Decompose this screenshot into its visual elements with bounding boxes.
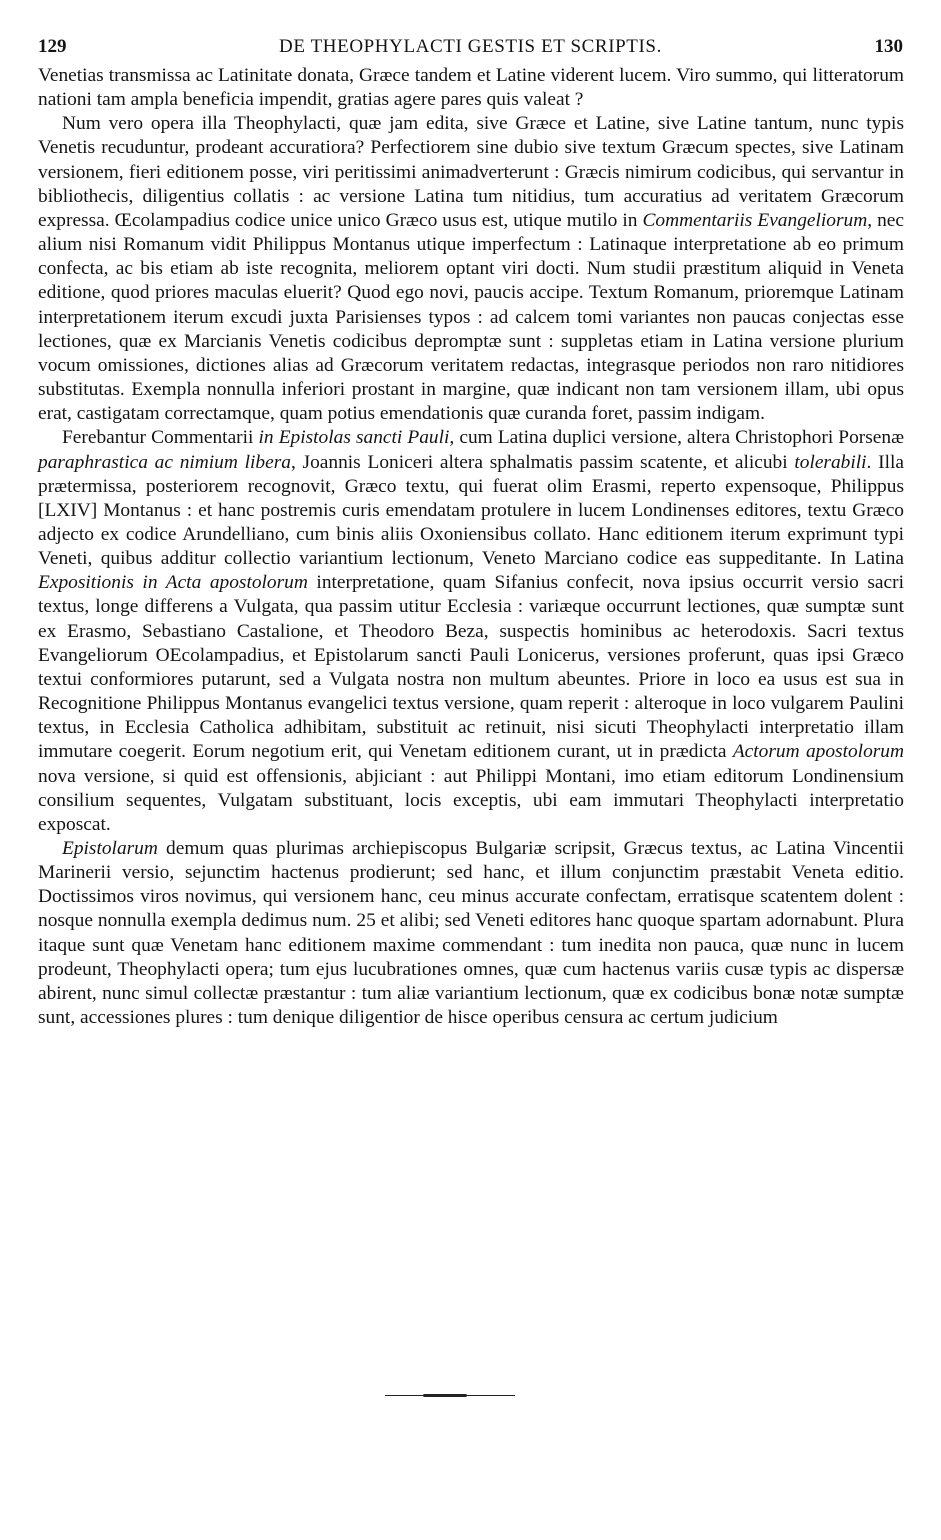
closing-ornament-rule [385,1394,515,1397]
italic-text-run: Epistolarum [62,838,158,859]
running-head [38,36,903,62]
text-run: Venetias transmissa ac Latinitate donata, Græce tandem et Latine viderent lucem. Viro summo, qui litteratorum nationi tam ampla beneficia impendit, gratias agere pares quis valeat ? [38,65,904,111]
paragraph [38,837,904,1030]
running-title: DE THEOPHYLACTI GESTIS ET SCRIPTIS. [279,36,662,57]
italic-text-run: in Epistolas sancti Pauli [258,427,450,449]
text-run: , Joannis Loniceri altera sphalmatis passim scatente, et alicubi [290,451,795,473]
text-run: nova versione, si quid est offensionis, abjiciant : aut Philippi Montani, imo etiam editorum Londinensium consilium sequentes, Vulgatam substituant, locis exceptis, ubi eam immutari Theophylacti interpretatio exposcat. [38,765,904,835]
page-number-right: 130 [874,36,903,57]
text-run: . Illa prætermissa, posteriorem recognovit, Græco textu, qui fuerat olim Erasmi, reperto expensoque, Philippus [LXIV] Montanus : et hanc postremis curis emendatam protulere in lucem Londinenses editores, textu Græco adjecto ex codice Arundelliano, cum binis aliis Oxoniensibus collato. Hanc editionem iterum exprimunt typi Veneti, quibus additur collectio variantium lectionum, Veneto Marciano codice eas suppeditante. In Latina [38,451,904,570]
italic-text-run: paraphrastica ac nimium libera [38,451,291,473]
italic-text-run: Actorum apostolorum [732,741,905,763]
text-run: , cum Latina duplici versione, altera Christophori Porsenæ [449,427,905,449]
text-run: demum quas plurimas archiepiscopus Bulgariæ scripsit, Græcus textus, ac Latina Vincentii Marinerii versio, sejunctim hactenus prodierunt; sed hanc, et illum conjunctim præstabit Veneta editio. Doctissimos viros novimus, qui versionem hanc, ceu minus accurate confectam, erratisque scatentem dolent : nosque nonnulla exempla dedimus num. 25 et alibi; sed Veneti editores hanc quoque spartam adornabunt. Plura itaque sunt quæ Venetam hanc editionem maxime commendant : tum inedita non pauca, quæ nunc in lucem prodeunt, Theophylacti opera; tum ejus lucubrationes omnes, quæ cum hactenus variis cusæ typis ac dispersæ abirent, nunc simul collectæ præstantur : tum aliæ variantium lectionum, quæ ex codicibus bonæ notæ sumptæ sunt, accessiones plures : tum denique diligentior de hisce operibus censura ac certum judicium [38,838,904,1029]
italic-text-run: Commentariis Evangeliorum [642,209,868,231]
text-run: Ferebantur Commentarii [62,427,259,449]
text-run: interpretatione, quam Sifanius confecit, nova ipsius occurrit versio sacri textus, longe differens a Vulgata, qua passim utitur Ecclesia : variæque occurrunt lectiones, quæ sumptæ sunt ex Erasmo, Sebastiano Castalione, et Theodoro Beza, suspectis hominibus ac heterodoxis. Sacri textus Evangeliorum OEcolampadius, et Epistolarum sancti Pauli Lonicerus, versiones proferunt, quas ipsi Græco textui conformiores putarunt, sed a Vulgata nostra non multum abeuntes. Priore in loco ea usus est sua in Recognitione Philippus Montanus evangelici textus versione, quam reperit : alteroque in loco vulgarem Paulini textus, in Ecclesia Catholica adhibitam, substituit ac retinuit, nisi sicuti Theophylacti interpretatio illam immutare coegerit. Eorum negotium erit, qui Venetam editionem curant, ut in prædicta [38,572,904,763]
italic-text-run: Expositionis in Acta apostolorum [38,572,308,594]
paragraph [38,64,904,112]
text-run: Num vero opera illa Theophylacti, quæ jam edita, sive Græce et Latine, sive Latine tantum, nunc typis Venetis recuduntur, prodeant accuratiora? Perfectiorem sine dubio sive textum Græcum spectes, sive Latinam versionem, fieri editionem posse, viri peritissimi animadverterunt : Græcis nimirum codicibus, qui servantur in bibliothecis, diligentius collatis : ac versione Latina tum nitidius, tum accuratius ad veritatem Græcorum expressa. Œcolampadius codice unice unico Græco usus est, utique mutilo in [38,113,904,231]
body-text [38,64,904,1030]
paragraph [38,112,904,426]
paragraph [38,426,904,837]
text-run: , nec alium nisi Romanum vidit Philippus Montanus utique imperfectum : Latinaque interpretatione ab eo primum confecta, ac bis etiam ab iste recognita, meliorem optant viri docti. Num studii præstitum aliquid in Veneta editione, quod priores maculas eluerit? Quod ego novi, paucis accipe. Textum Romanum, prioremque Latinam interpretationem iterum excudi juxta Parisienses typos : ad calcem tomi variantes non paucas conjectas esse lectiones, quæ ex Marcianis Venetis codicibus depromptæ sunt : suppletas etiam in Latina versione plurium vocum omissiones, dictiones alias ad Græcorum veritatem redactas, integrasque periodos non raro nitidiores substitutas. Exempla nonnulla inferiori prostant in margine, quæ indicant non tam versionem illam, ubi opus erat, castigatam correctamque, quam potius emendationis quæ curanda foret, passim indigam. [38,209,904,425]
italic-text-run: tolerabili [794,451,867,473]
page-number-left: 129 [38,36,67,57]
